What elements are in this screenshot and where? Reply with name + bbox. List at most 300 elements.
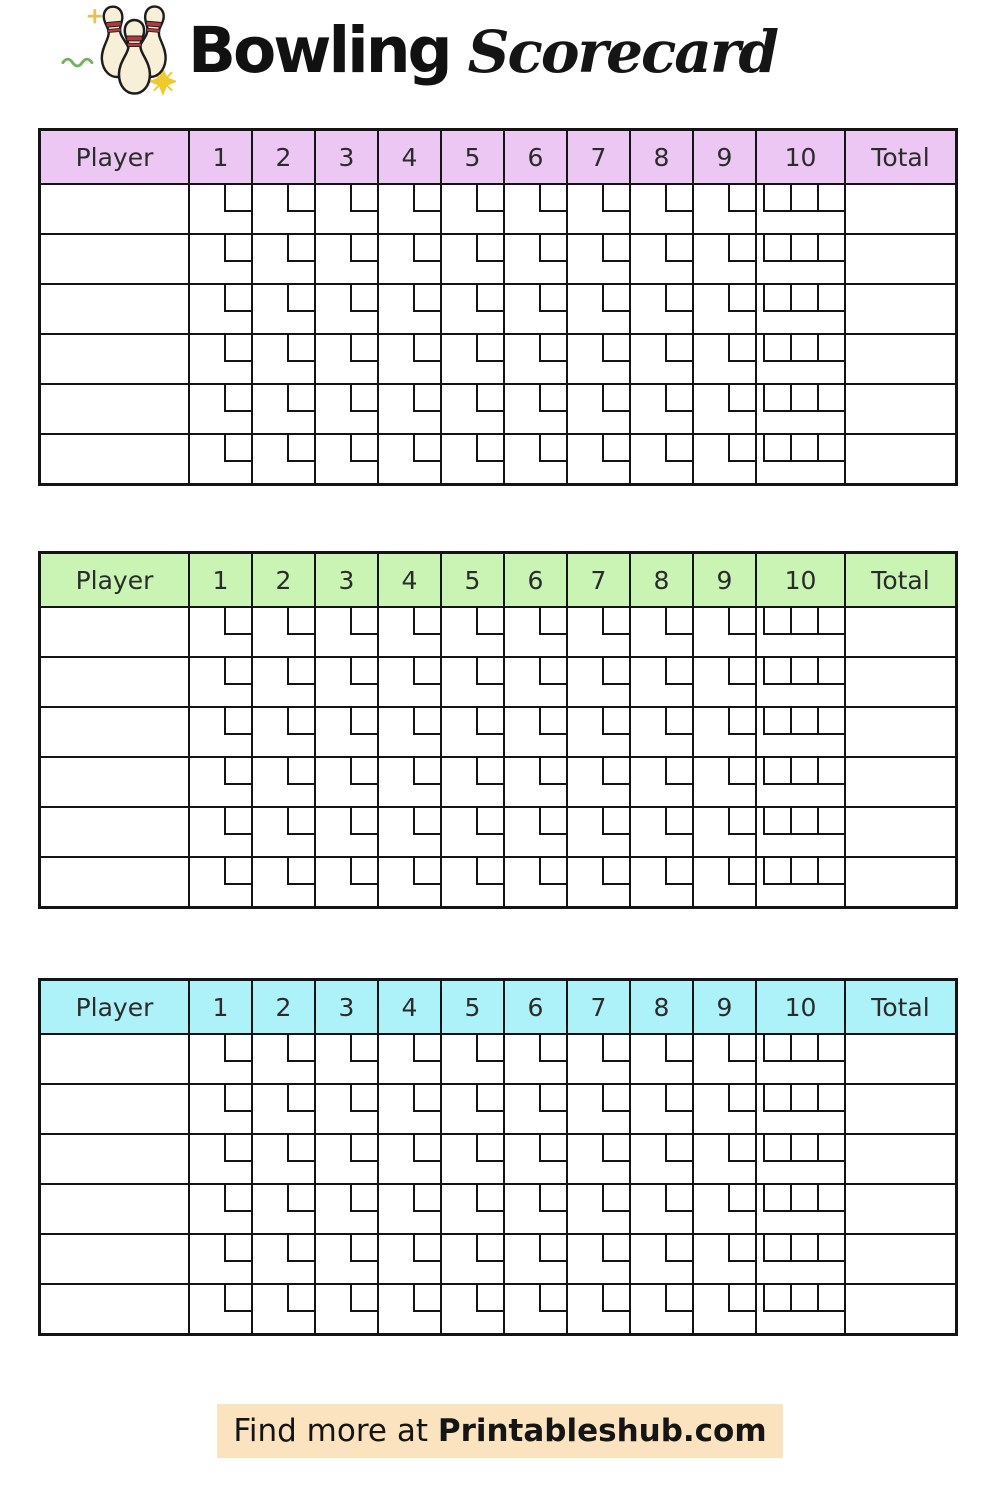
frame-5-cell xyxy=(440,1035,503,1083)
frame-10-cell xyxy=(755,235,844,283)
throw-boxes xyxy=(350,1135,377,1162)
header-cell-total: Total xyxy=(844,554,955,606)
throw-box xyxy=(728,658,755,685)
throw-box xyxy=(790,808,817,835)
throw-boxes xyxy=(476,808,503,835)
throw-box xyxy=(287,1285,314,1312)
header-cell-2: 2 xyxy=(251,131,314,183)
frame-8-cell xyxy=(629,708,692,756)
throw-boxes xyxy=(287,185,314,212)
throw-box xyxy=(763,335,790,362)
throw-boxes xyxy=(602,235,629,262)
header-cell-2: 2 xyxy=(251,981,314,1033)
throw-boxes xyxy=(539,658,566,685)
throw-box xyxy=(539,1285,566,1312)
throw-boxes xyxy=(476,285,503,312)
throw-box xyxy=(224,235,251,262)
throw-box xyxy=(602,385,629,412)
throw-box xyxy=(790,758,817,785)
throw-box xyxy=(350,1185,377,1212)
frame-3-cell xyxy=(314,658,377,706)
throw-box xyxy=(728,285,755,312)
throw-box xyxy=(602,1035,629,1062)
frame-3-cell xyxy=(314,235,377,283)
throw-boxes xyxy=(476,708,503,735)
throw-boxes xyxy=(728,435,755,462)
throw-boxes xyxy=(602,708,629,735)
throw-boxes xyxy=(476,858,503,885)
throw-boxes xyxy=(350,1185,377,1212)
throw-box xyxy=(763,858,790,885)
frame-9-cell xyxy=(692,658,755,706)
frame-7-cell xyxy=(566,335,629,383)
throw-boxes xyxy=(287,1035,314,1062)
throw-boxes xyxy=(287,708,314,735)
total-score-cell xyxy=(844,235,955,283)
throw-box xyxy=(476,758,503,785)
total-score-cell xyxy=(844,858,955,906)
frame-5-cell xyxy=(440,1085,503,1133)
throw-box xyxy=(350,608,377,635)
throw-box xyxy=(539,385,566,412)
total-score-cell xyxy=(844,435,955,483)
frame-4-cell xyxy=(377,335,440,383)
frame-10-cell xyxy=(755,608,844,656)
throw-boxes xyxy=(728,1285,755,1312)
player-row xyxy=(41,756,955,806)
throw-box xyxy=(287,708,314,735)
throw-box xyxy=(539,1085,566,1112)
throw-boxes xyxy=(728,335,755,362)
throw-boxes xyxy=(287,1285,314,1312)
throw-box xyxy=(539,1135,566,1162)
frame-1-cell xyxy=(188,658,251,706)
total-score-cell xyxy=(844,1135,955,1183)
frame-10-cell xyxy=(755,1235,844,1283)
header-cell-5: 5 xyxy=(440,131,503,183)
player-name-cell xyxy=(41,1035,188,1083)
throw-box xyxy=(728,758,755,785)
throw-boxes xyxy=(287,608,314,635)
frame-8-cell xyxy=(629,858,692,906)
frame-8-cell xyxy=(629,385,692,433)
throw-boxes xyxy=(476,385,503,412)
throw-boxes xyxy=(665,708,692,735)
frame-7-cell xyxy=(566,708,629,756)
throw-boxes xyxy=(728,708,755,735)
throw-box xyxy=(665,285,692,312)
throw-box xyxy=(287,1035,314,1062)
throw-boxes xyxy=(287,335,314,362)
throw-box xyxy=(790,658,817,685)
throw-box xyxy=(476,235,503,262)
frame-10-cell xyxy=(755,335,844,383)
frame-6-cell xyxy=(503,385,566,433)
throw-box xyxy=(602,608,629,635)
bowling-pin xyxy=(119,20,150,93)
frame-5-cell xyxy=(440,1235,503,1283)
frame-10-cell xyxy=(755,1085,844,1133)
throw-box xyxy=(790,708,817,735)
total-score-cell xyxy=(844,1085,955,1133)
throw-boxes xyxy=(350,235,377,262)
frame-9-cell xyxy=(692,1085,755,1133)
header-row xyxy=(41,131,955,183)
frame-1-cell xyxy=(188,858,251,906)
throw-box xyxy=(350,658,377,685)
header-cell-5: 5 xyxy=(440,554,503,606)
frame-4-cell xyxy=(377,435,440,483)
throw-box xyxy=(350,235,377,262)
throw-box xyxy=(224,808,251,835)
throw-box xyxy=(224,1235,251,1262)
throw-box xyxy=(287,658,314,685)
throw-boxes xyxy=(665,285,692,312)
throw-boxes xyxy=(539,758,566,785)
frame-1-cell xyxy=(188,758,251,806)
frame-4-cell xyxy=(377,235,440,283)
throw-box xyxy=(728,385,755,412)
throw-box xyxy=(350,1235,377,1262)
player-row xyxy=(41,283,955,333)
throw-box xyxy=(602,758,629,785)
throw-boxes xyxy=(413,608,440,635)
throw-box xyxy=(539,285,566,312)
throw-boxes xyxy=(665,1035,692,1062)
throw-box xyxy=(728,808,755,835)
throw-boxes xyxy=(539,1285,566,1312)
throw-boxes xyxy=(602,335,629,362)
header-cell-9: 9 xyxy=(692,554,755,606)
throw-box xyxy=(350,808,377,835)
throw-box xyxy=(790,235,817,262)
throw-boxes xyxy=(413,235,440,262)
frame-4-cell xyxy=(377,808,440,856)
player-name-cell xyxy=(41,385,188,433)
player-name-cell xyxy=(41,335,188,383)
throw-box xyxy=(763,1235,790,1262)
throw-box xyxy=(817,185,844,212)
frame-8-cell xyxy=(629,1185,692,1233)
frame-5-cell xyxy=(440,185,503,233)
frame-4-cell xyxy=(377,658,440,706)
frame-1-cell xyxy=(188,1085,251,1133)
throw-boxes xyxy=(476,435,503,462)
throw-boxes xyxy=(350,858,377,885)
throw-box xyxy=(602,335,629,362)
throw-boxes xyxy=(539,858,566,885)
throw-box xyxy=(763,1135,790,1162)
frame-4-cell xyxy=(377,608,440,656)
throw-box xyxy=(476,1185,503,1212)
frame-5-cell xyxy=(440,858,503,906)
frame-6-cell xyxy=(503,435,566,483)
throw-boxes xyxy=(763,608,844,635)
header-cell-10: 10 xyxy=(755,131,844,183)
frame-7-cell xyxy=(566,808,629,856)
frame-7-cell xyxy=(566,285,629,333)
frame-5-cell xyxy=(440,608,503,656)
player-row xyxy=(41,1283,955,1333)
header-cell-8: 8 xyxy=(629,981,692,1033)
frame-9-cell xyxy=(692,1035,755,1083)
total-score-cell xyxy=(844,385,955,433)
player-name-cell xyxy=(41,185,188,233)
throw-boxes xyxy=(350,758,377,785)
frame-1-cell xyxy=(188,435,251,483)
throw-box xyxy=(817,858,844,885)
throw-boxes xyxy=(476,335,503,362)
throw-boxes xyxy=(224,185,251,212)
throw-box xyxy=(224,858,251,885)
player-name-cell xyxy=(41,658,188,706)
throw-box xyxy=(602,285,629,312)
throw-boxes xyxy=(539,285,566,312)
frame-5-cell xyxy=(440,658,503,706)
throw-boxes xyxy=(763,1185,844,1212)
frame-7-cell xyxy=(566,435,629,483)
throw-box xyxy=(539,658,566,685)
throw-box xyxy=(817,708,844,735)
frame-7-cell xyxy=(566,1235,629,1283)
throw-boxes xyxy=(224,235,251,262)
throw-box xyxy=(728,1035,755,1062)
player-name-cell xyxy=(41,1285,188,1333)
throw-boxes xyxy=(665,235,692,262)
throw-boxes xyxy=(602,1035,629,1062)
throw-box xyxy=(817,335,844,362)
frame-7-cell xyxy=(566,658,629,706)
frame-4-cell xyxy=(377,1035,440,1083)
throw-boxes xyxy=(665,658,692,685)
throw-box xyxy=(790,1085,817,1112)
frame-3-cell xyxy=(314,285,377,333)
throw-boxes xyxy=(350,658,377,685)
frame-1-cell xyxy=(188,185,251,233)
throw-box xyxy=(602,435,629,462)
throw-boxes xyxy=(763,285,844,312)
total-score-cell xyxy=(844,1285,955,1333)
frame-9-cell xyxy=(692,608,755,656)
frame-10-cell xyxy=(755,285,844,333)
header-cell-8: 8 xyxy=(629,131,692,183)
frame-8-cell xyxy=(629,1235,692,1283)
throw-box xyxy=(790,285,817,312)
throw-boxes xyxy=(665,758,692,785)
frame-6-cell xyxy=(503,185,566,233)
throw-box xyxy=(539,1035,566,1062)
throw-box xyxy=(763,658,790,685)
throw-boxes xyxy=(476,1185,503,1212)
throw-boxes xyxy=(728,658,755,685)
frame-7-cell xyxy=(566,1035,629,1083)
throw-box xyxy=(476,1085,503,1112)
throw-box xyxy=(224,1285,251,1312)
frame-3-cell xyxy=(314,1235,377,1283)
player-row xyxy=(41,383,955,433)
throw-boxes xyxy=(602,1135,629,1162)
throw-box xyxy=(476,808,503,835)
player-name-cell xyxy=(41,758,188,806)
total-score-cell xyxy=(844,1185,955,1233)
player-name-cell xyxy=(41,1085,188,1133)
throw-box xyxy=(350,385,377,412)
scorecard-table-1 xyxy=(38,128,958,486)
player-row xyxy=(41,1233,955,1283)
throw-boxes xyxy=(413,185,440,212)
throw-boxes xyxy=(763,385,844,412)
throw-box xyxy=(790,335,817,362)
throw-box xyxy=(539,808,566,835)
header-cell-6: 6 xyxy=(503,554,566,606)
frame-3-cell xyxy=(314,1135,377,1183)
total-score-cell xyxy=(844,608,955,656)
frame-4-cell xyxy=(377,1235,440,1283)
throw-box xyxy=(665,1135,692,1162)
header-cell-player: Player xyxy=(75,992,154,1022)
frame-9-cell xyxy=(692,1135,755,1183)
throw-box xyxy=(790,1235,817,1262)
throw-boxes xyxy=(665,1085,692,1112)
throw-boxes xyxy=(476,1035,503,1062)
throw-box xyxy=(602,1135,629,1162)
throw-box xyxy=(728,1285,755,1312)
player-row xyxy=(41,233,955,283)
throw-boxes xyxy=(665,385,692,412)
throw-box xyxy=(539,608,566,635)
throw-boxes xyxy=(287,1135,314,1162)
player-name-cell xyxy=(41,858,188,906)
total-score-cell xyxy=(844,658,955,706)
frame-1-cell xyxy=(188,1235,251,1283)
throw-box xyxy=(763,1085,790,1112)
throw-box xyxy=(763,758,790,785)
frame-7-cell xyxy=(566,385,629,433)
throw-box xyxy=(763,185,790,212)
frame-9-cell xyxy=(692,708,755,756)
throw-boxes xyxy=(763,1085,844,1112)
throw-box xyxy=(665,1235,692,1262)
footer-brand: Printableshub.com xyxy=(437,1413,767,1449)
throw-box xyxy=(539,435,566,462)
throw-box xyxy=(224,708,251,735)
player-row xyxy=(41,433,955,483)
throw-boxes xyxy=(763,335,844,362)
throw-boxes xyxy=(224,285,251,312)
throw-boxes xyxy=(763,808,844,835)
frame-4-cell xyxy=(377,1085,440,1133)
frame-9-cell xyxy=(692,758,755,806)
frame-6-cell xyxy=(503,758,566,806)
throw-box xyxy=(728,1085,755,1112)
throw-boxes xyxy=(350,808,377,835)
throw-box xyxy=(790,185,817,212)
frame-9-cell xyxy=(692,185,755,233)
throw-box xyxy=(413,385,440,412)
frame-3-cell xyxy=(314,858,377,906)
header-cell-4: 4 xyxy=(377,131,440,183)
frame-8-cell xyxy=(629,185,692,233)
frame-10-cell xyxy=(755,858,844,906)
frame-2-cell xyxy=(251,808,314,856)
frame-2-cell xyxy=(251,758,314,806)
frame-5-cell xyxy=(440,808,503,856)
throw-boxes xyxy=(224,1185,251,1212)
throw-box xyxy=(476,335,503,362)
header-cell-1: 1 xyxy=(188,554,251,606)
throw-box xyxy=(350,1135,377,1162)
frame-9-cell xyxy=(692,1185,755,1233)
frame-4-cell xyxy=(377,858,440,906)
throw-boxes xyxy=(763,185,844,212)
throw-box xyxy=(413,1135,440,1162)
frame-5-cell xyxy=(440,335,503,383)
throw-box xyxy=(413,1035,440,1062)
throw-boxes xyxy=(602,385,629,412)
frame-6-cell xyxy=(503,708,566,756)
throw-boxes xyxy=(413,1235,440,1262)
throw-box xyxy=(413,185,440,212)
throw-box xyxy=(287,435,314,462)
frame-9-cell xyxy=(692,435,755,483)
frame-3-cell xyxy=(314,335,377,383)
throw-boxes xyxy=(728,1185,755,1212)
frame-1-cell xyxy=(188,1185,251,1233)
frame-5-cell xyxy=(440,435,503,483)
header-cell-9: 9 xyxy=(692,981,755,1033)
throw-boxes xyxy=(287,1235,314,1262)
throw-box xyxy=(476,858,503,885)
frame-2-cell xyxy=(251,608,314,656)
header-cell-7: 7 xyxy=(566,981,629,1033)
frame-6-cell xyxy=(503,608,566,656)
throw-boxes xyxy=(602,1235,629,1262)
throw-box xyxy=(665,608,692,635)
frame-1-cell xyxy=(188,708,251,756)
frame-9-cell xyxy=(692,385,755,433)
throw-box xyxy=(602,1235,629,1262)
player-name-cell xyxy=(41,608,188,656)
frame-2-cell xyxy=(251,858,314,906)
throw-box xyxy=(665,1185,692,1212)
throw-box xyxy=(539,185,566,212)
throw-box xyxy=(817,1235,844,1262)
frame-2-cell xyxy=(251,1185,314,1233)
throw-box xyxy=(476,1285,503,1312)
frame-7-cell xyxy=(566,1285,629,1333)
frame-4-cell xyxy=(377,708,440,756)
throw-box xyxy=(728,435,755,462)
frame-6-cell xyxy=(503,1035,566,1083)
header-cell-3: 3 xyxy=(314,981,377,1033)
throw-box xyxy=(728,608,755,635)
header-cell-total: Total xyxy=(844,131,955,183)
throw-boxes xyxy=(287,385,314,412)
throw-boxes xyxy=(728,1035,755,1062)
frame-2-cell xyxy=(251,1135,314,1183)
throw-boxes xyxy=(413,285,440,312)
throw-boxes xyxy=(350,608,377,635)
throw-box xyxy=(602,808,629,835)
frame-10-cell xyxy=(755,708,844,756)
scorecard-table-3 xyxy=(38,978,958,1336)
header-cell-3: 3 xyxy=(314,131,377,183)
throw-boxes xyxy=(728,385,755,412)
frame-10-cell xyxy=(755,758,844,806)
throw-box xyxy=(476,185,503,212)
frame-10-cell xyxy=(755,1135,844,1183)
throw-boxes xyxy=(413,1135,440,1162)
